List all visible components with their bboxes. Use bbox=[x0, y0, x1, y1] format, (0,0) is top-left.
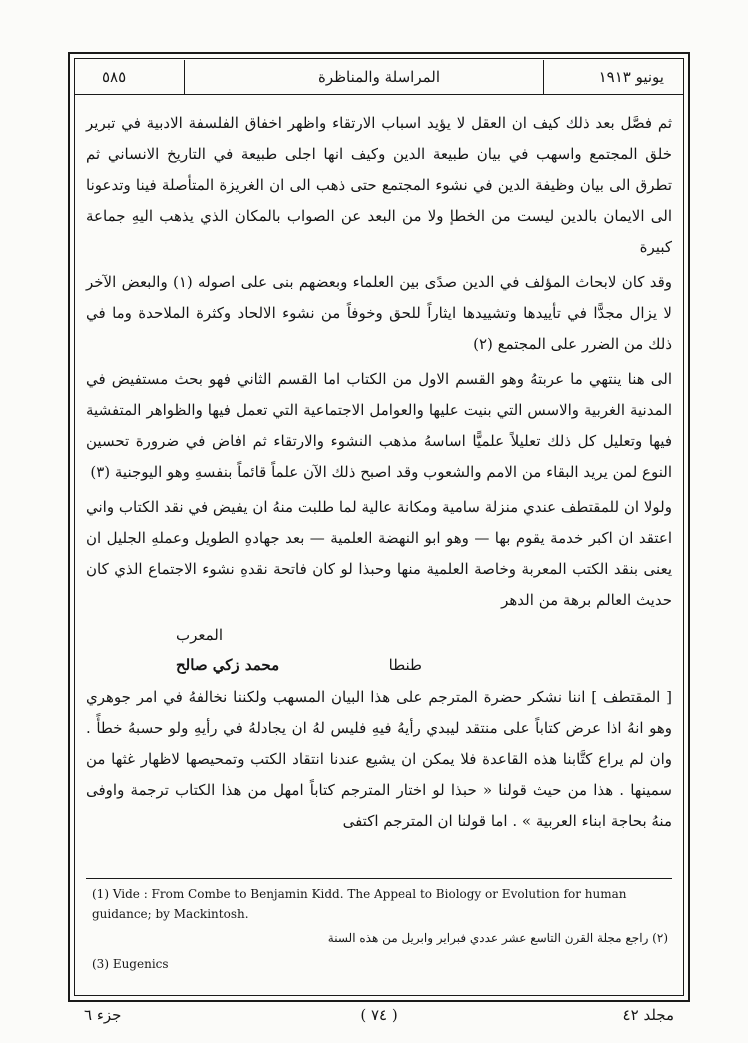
footer-volume: مجلد ٤٢ bbox=[622, 1006, 674, 1024]
footnote-2: (٢) راجع مجلة القرن التاسع عشر عددي فبراير وابريل من هذه السنة bbox=[327, 931, 668, 945]
paragraph: ولولا ان للمقتطف عندي منزلة سامية ومكانة عالية لما طلبت منهُ ان يفيض في نقد الكتاب واني اعتقد ان اكبر خدمة يقوم بها — وهو ابو النهضة العلمية — بعد جهادهِ الطويل وعملهِ الجليل ان يعنى بنقد الكتب المعربة وخاصة العلمية منها وحبذا لو كان فاتحة نقدهِ نشوء الاجتماع الذي كان حديث العالم برهة من الدهر bbox=[86, 498, 672, 609]
signature-name: محمد زكي صالح bbox=[176, 656, 280, 674]
page-footer bbox=[84, 1006, 674, 1032]
header-rule bbox=[74, 94, 684, 95]
signature-place: طنطا bbox=[388, 656, 422, 674]
footer-part-number: ( ٧٤ ) bbox=[360, 1006, 398, 1024]
paragraph: الى هنا ينتهي ما عربتهُ وهو القسم الاول من الكتاب اما القسم الثاني فهو بحث مستفيض في المدنية الغربية والاسس التي بنيت عليها والعوامل الاجتماعية التي تعمل فيها والظواهر المتفشية فيها وتعليل كل ذلك تعليلاً علميًّا اساسهُ مذهب النشوء والارتقاء ثم افاض في ضرورة تحسين النوع لمن يريد البقاء من الامم والشعوب وقد اصبح ذلك الآن علماً قائماً بنفسهِ وهو اليوجنية (٣) bbox=[86, 370, 672, 481]
paragraph: وقد كان لابحاث المؤلف في الدين صدًى بين العلماء وبعضهم بنى على اصوله (١) والبعض الآخر لا يزال مجدًّا في تأييدها وتشييدها ايثاراً للحق وخوفاً من نشوء الالحاد وكثرة الملاحدة وما في ذلك من الضرر على المجتمع (٢) bbox=[86, 273, 673, 353]
signature-role: المعرب bbox=[176, 626, 224, 644]
footnote-3: (3) Eugenics bbox=[92, 957, 169, 971]
footnote-1: (1) Vide : From Combe to Benjamin Kidd. The Appeal to Biology or Evolution for human guidance; by Mackintosh. bbox=[92, 887, 627, 921]
header-title: المراسلة والمناظرة bbox=[317, 68, 441, 86]
footer-issue: جزء ٦ bbox=[84, 1006, 122, 1024]
editor-note: [ المقتطف ] اننا نشكر حضرة المترجم على هذا البيان المسهب ولكننا نخالفهُ في امر جوهري وهو انهُ اذا عرض كتاباً على منتقد ليبدي رأيهُ فيهِ فليس لهُ ان يجادلهُ في رأيهِ ولو حسبهُ خطأً . وان لم يراع كتَّابنا هذه القاعدة فلا يمكن ان يشيع عندنا انتقاد الكتب وتمحيصها لاظهار غثها من سمينها . هذا من حيث قولنا « حبذا لو اختار المترجم كتاباً امهل من هذا الكتاب ترجمة واوفى منهُ بحاجة ابناء العربية » . اما قولنا ان المترجم اكتفى bbox=[86, 688, 672, 830]
article-body bbox=[86, 108, 672, 841]
running-header bbox=[84, 60, 674, 94]
signature-block bbox=[86, 620, 672, 682]
header-divider bbox=[184, 60, 185, 94]
paragraph: ثم فصَّل بعد ذلك كيف ان العقل لا يؤيد اسباب الارتقاء واظهر اخفاق الفلسفة الادبية في تبرير خلق المجتمع واسهب في بيان طبيعة الدين وكيف انها اجلى طبيعة في التاريخ الانساني ثم تطرق الى بيان وظيفة الدين في نشوء المجتمع حتى ذهب الى ان الغريزة المتأصلة فينا وتدعونا الى الايمان بالدين ليست من الخطإ ولا من البعد عن الصواب بالمكان الذي يذهب اليهِ جماعة كبيرة bbox=[86, 114, 672, 256]
header-page-number: ٥٨٥ bbox=[102, 68, 127, 86]
footnote-rule bbox=[86, 878, 672, 879]
header-date: يونيو ١٩١٣ bbox=[598, 68, 664, 86]
